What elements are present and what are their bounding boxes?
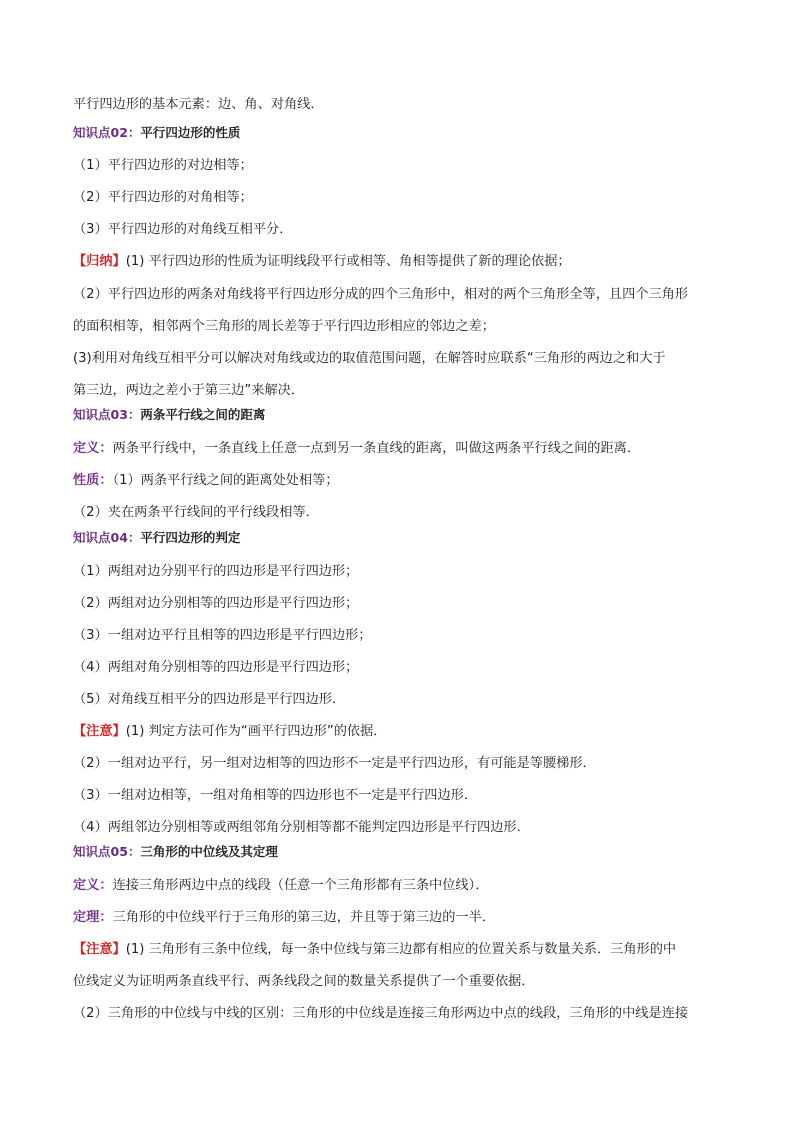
text-line: （4）两组对角分别相等的四边形是平行四边形； — [73, 660, 359, 675]
definition-text: 连接三角形两边中点的线段（任意一个三角形都有三条中位线）． — [112, 878, 489, 893]
text-line: （3）一组对边平行且相等的四边形是平行四边形； — [73, 628, 372, 643]
text-line: （2）一组对边平行，另一组对边相等的四边形不一定是平行四边形，有可能是等腰梯形． — [73, 756, 596, 771]
text-line — [73, 877, 733, 895]
property-tag: 性质： — [73, 473, 113, 488]
note-tag: 【注意】 — [73, 724, 126, 739]
note-text: (1) 平行四边形的性质为证明线段平行或相等、角相等提供了新的理论依据； — [125, 254, 571, 269]
section-heading — [73, 529, 733, 547]
text-line: （2）夹在两条平行线间的平行线段相等． — [73, 505, 319, 520]
text-line — [73, 253, 733, 271]
text-line: （2）三角形的中位线与中线的区别：三角形的中位线是连接三角形两边中点的线段，三角形的中线是连接 — [73, 1006, 689, 1021]
text-line: （4）两组邻边分别相等或两组邻角分别相等都不能判定四边形是平行四边形． — [73, 820, 530, 835]
text-line — [73, 440, 733, 458]
heading-text: 两条平行线之间的距离 — [140, 407, 266, 422]
section-heading — [73, 406, 733, 424]
text-line: 的面积相等，相邻两个三角形的周长差等于平行四边形相应的邻边之差； — [73, 319, 495, 334]
note-text: (1) 三角形有三条中位线，每一条中位线与第三边都有相应的位置关系与数量关系．三角形的中 — [125, 942, 677, 957]
theorem-tag: 定理： — [73, 910, 113, 925]
text-line — [73, 472, 733, 490]
text-line: （2）平行四边形的两条对角线将平行四边形分成的四个三角形中，相对的两个三角形全等，且四个三角形 — [73, 287, 689, 302]
note-tag: 【注意】 — [73, 942, 126, 957]
text-line — [73, 941, 733, 959]
text-line: （1）平行四边形的对边相等； — [73, 158, 253, 173]
section-heading — [73, 124, 733, 142]
heading-text: 三角形的中位线及其定理 — [140, 844, 278, 859]
note-tag: 【归纳】 — [73, 254, 126, 269]
text-line: (3)利用对角线互相平分可以解决对角线或边的取值范围问题，在解答时应联系“三角形的两边之和大于 — [73, 351, 666, 366]
property-text: （1）两条平行线之间的距离处处相等； — [112, 473, 339, 488]
section-heading — [73, 843, 733, 861]
text-line: （2）平行四边形的对角相等； — [73, 190, 253, 205]
heading-label: 知识点05： — [73, 844, 141, 859]
text-line: （3）一组对边相等，一组对角相等的四边形也不一定是平行四边形． — [73, 788, 478, 803]
text-line: （5）对角线互相平分的四边形是平行四边形． — [73, 692, 346, 707]
text-line: 平行四边形的基本元素：边、角、对角线． — [73, 97, 324, 112]
text-line: 位线定义为证明两条直线平行、两条线段之间的数量关系提供了一个重要依据． — [73, 974, 535, 989]
theorem-text: 三角形的中位线平行于三角形的第三边，并且等于第三边的一半． — [112, 910, 495, 925]
definition-tag: 定义： — [73, 441, 113, 456]
heading-label: 知识点02： — [73, 125, 141, 140]
definition-tag: 定义： — [73, 878, 113, 893]
text-line: （2）两组对边分别相等的四边形是平行四边形； — [73, 596, 359, 611]
heading-label: 知识点04： — [73, 530, 141, 545]
text-line: 第三边，两边之差小于第三边”来解决． — [73, 383, 305, 398]
text-line — [73, 723, 733, 741]
heading-text: 平行四边形的性质 — [140, 125, 241, 140]
text-line — [73, 909, 733, 927]
text-line: （1）两组对边分别平行的四边形是平行四边形； — [73, 564, 359, 579]
text-line: （3）平行四边形的对角线互相平分． — [73, 222, 293, 237]
heading-label: 知识点03： — [73, 407, 141, 422]
definition-text: 两条平行线中，一条直线上任意一点到另一条直线的距离，叫做这两条平行线之间的距离． — [112, 441, 641, 456]
note-text: (1) 判定方法可作为“画平行四边形”的依据． — [125, 724, 387, 739]
heading-text: 平行四边形的判定 — [140, 530, 241, 545]
